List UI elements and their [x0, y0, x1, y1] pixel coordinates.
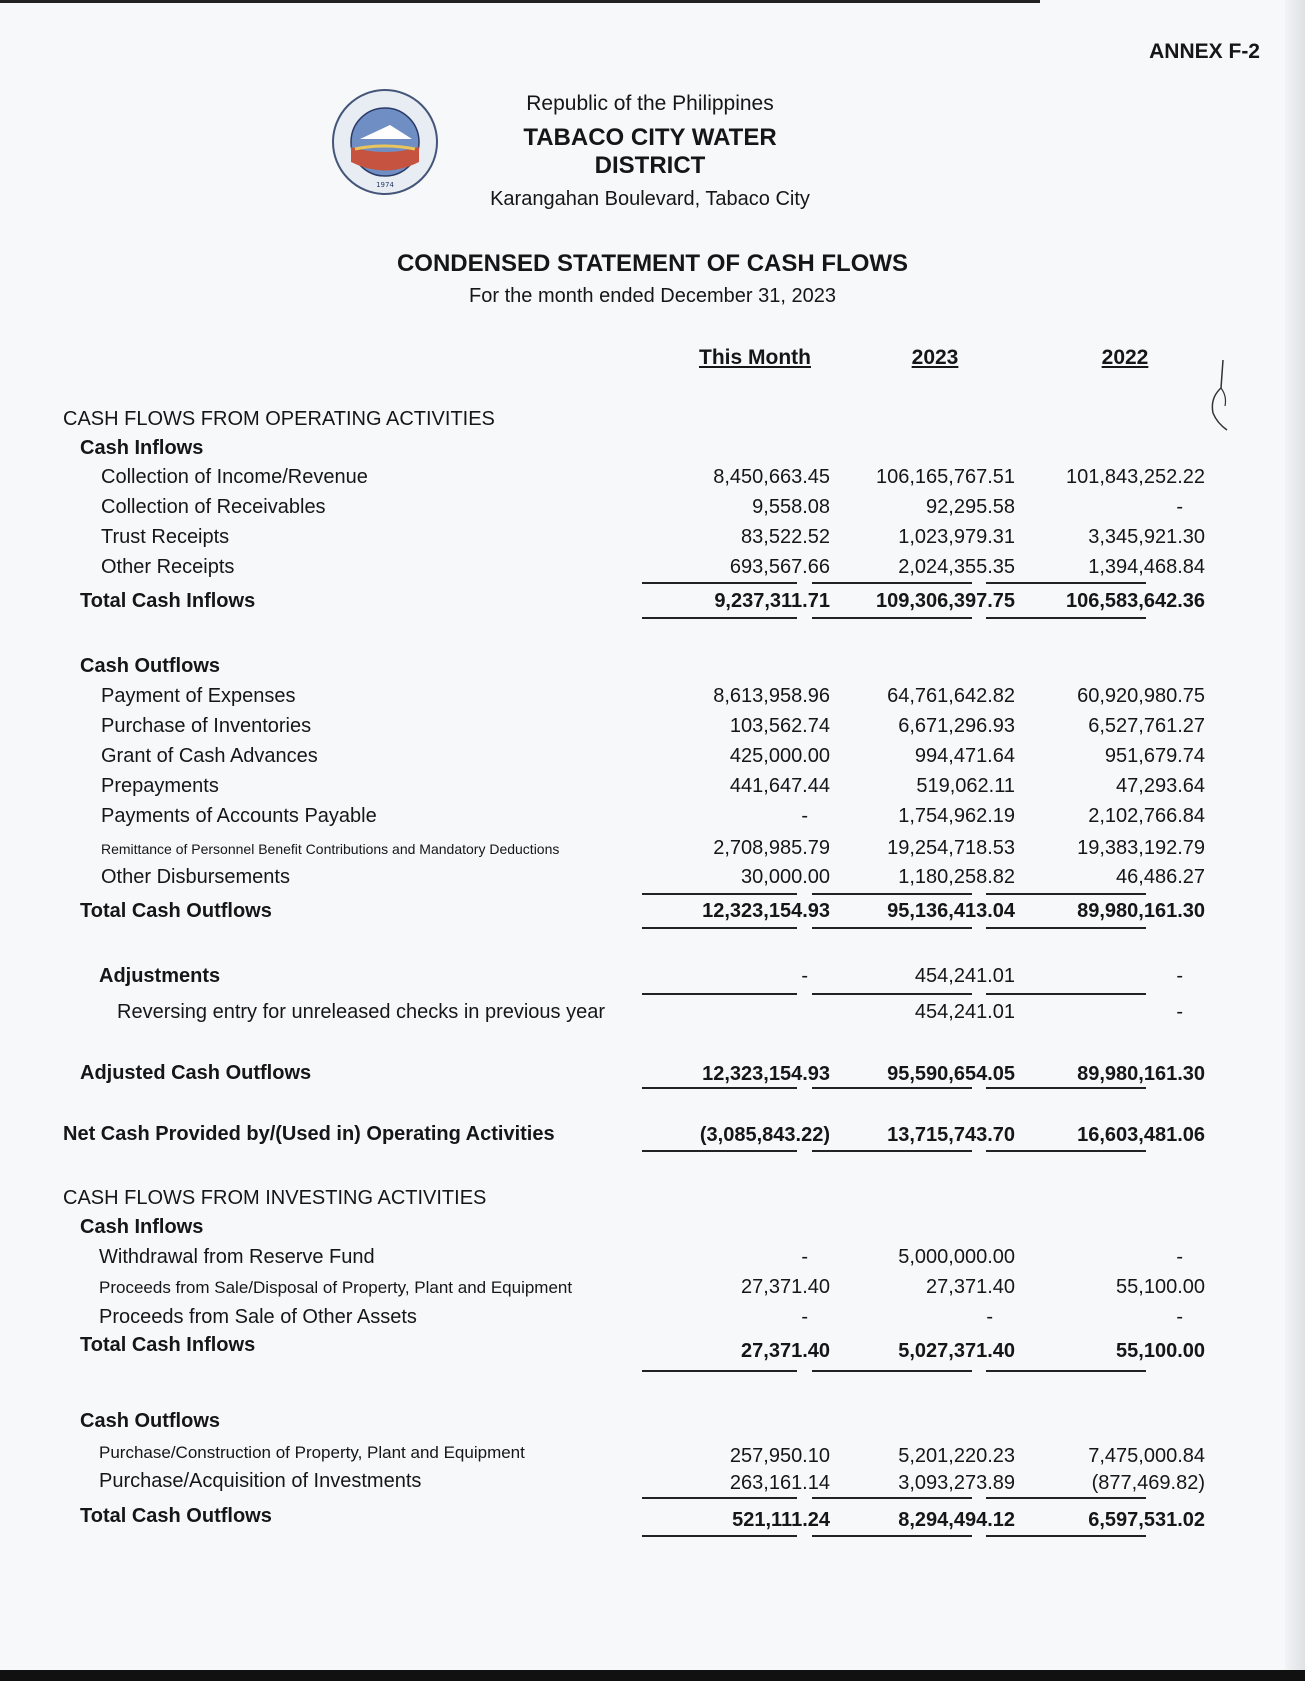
operating-outflow-label: Grant of Cash Advances	[101, 745, 318, 767]
investing-inflow-value-col1: -	[801, 1246, 808, 1268]
operating-outflows-total-rule-col3	[986, 927, 1146, 929]
operating-total-outflows-value-col1: 12,323,154.93	[702, 900, 830, 922]
adjusted-cash-outflows-value-col3: 89,980,161.30	[1077, 1063, 1205, 1085]
adjusted-outflows-rule-col3	[986, 1087, 1146, 1089]
operating-inflows-heading: Cash Inflows	[80, 437, 204, 459]
reversing-entry-value-col2: 454,241.01	[914, 1001, 1015, 1023]
operating-outflows-total-rule-col2	[812, 927, 972, 929]
operating-outflow-value-col3: 19,383,192.79	[1077, 837, 1205, 859]
investing-outflow-value-col2: 3,093,273.89	[898, 1472, 1015, 1494]
seal-year: 1974	[376, 181, 394, 189]
adjusted-cash-outflows-label: Adjusted Cash Outflows	[80, 1062, 312, 1084]
investing-inflow-value-col2: 27,371.40	[926, 1276, 1015, 1298]
net-cash-operating-rule-col1	[642, 1150, 797, 1152]
country-name: Republic of the Philippines	[526, 92, 774, 115]
operating-outflow-label: Payment of Expenses	[101, 685, 296, 707]
investing-inflows-total-rule-col2	[812, 1370, 972, 1372]
adjustments-label: Adjustments	[99, 965, 221, 987]
statement-title: CONDENSED STATEMENT OF CASH FLOWS	[396, 250, 909, 277]
investing-total-inflows-value-col2: 5,027,371.40	[898, 1340, 1015, 1362]
operating-total-inflows-label: Total Cash Inflows	[80, 590, 256, 612]
operating-inflow-value-col2: 2,024,355.35	[898, 556, 1015, 578]
operating-total-inflows-value-col1: 9,237,311.71	[714, 590, 830, 612]
operating-outflow-label: Prepayments	[101, 775, 219, 797]
investing-outflow-value-col3: 7,475,000.84	[1088, 1445, 1205, 1467]
operating-outflow-label: Payments of Accounts Payable	[101, 805, 377, 827]
operating-total-outflows-value-col3: 89,980,161.30	[1077, 900, 1205, 922]
investing-inflow-label: Proceeds from Sale/Disposal of Property, Plant and Equipment	[99, 1278, 573, 1297]
investing-inflows-total-rule-col3	[986, 1370, 1146, 1372]
operating-outflows-heading: Cash Outflows	[80, 655, 221, 677]
column-header-2023: 2023	[911, 346, 959, 369]
handwritten-checkmark-icon	[1205, 358, 1235, 438]
operating-outflow-value-col2: 19,254,718.53	[887, 837, 1015, 859]
operating-inflow-value-col3: 1,394,468.84	[1088, 556, 1205, 578]
operating-inflow-value-col1: 8,450,663.45	[713, 466, 830, 488]
operating-outflow-value-col1: 425,000.00	[729, 745, 830, 767]
operating-outflow-value-col1: 30,000.00	[741, 866, 830, 888]
net-cash-operating-value-col2: 13,715,743.70	[887, 1124, 1015, 1146]
scan-border-bottom	[0, 1670, 1305, 1681]
operating-inflows-subtotal-rule-col3	[986, 582, 1146, 584]
operating-outflow-value-col2: 1,754,962.19	[898, 805, 1015, 827]
investing-outflows-heading: Cash Outflows	[80, 1410, 221, 1432]
operating-total-inflows-value-col3: 106,583,642.36	[1065, 590, 1205, 612]
adjustments-rule-col3	[986, 993, 1146, 995]
investing-total-outflows-value-col2: 8,294,494.12	[898, 1509, 1015, 1531]
investing-inflow-value-col2: 5,000,000.00	[898, 1246, 1015, 1268]
water-district-seal-icon	[330, 87, 440, 197]
operating-inflows-total-rule-col2	[812, 617, 972, 619]
section-heading-investing: CASH FLOWS FROM INVESTING ACTIVITIES	[63, 1187, 487, 1209]
investing-outflows-subtotal-rule-col1	[642, 1497, 797, 1499]
operating-inflow-value-col2: 106,165,767.51	[875, 466, 1015, 488]
letterhead	[470, 92, 830, 211]
operating-inflow-value-col3: 101,843,252.22	[1065, 466, 1205, 488]
investing-inflow-label: Proceeds from Sale of Other Assets	[99, 1306, 417, 1328]
operating-outflow-value-col2: 6,671,296.93	[898, 715, 1015, 737]
operating-total-outflows-label: Total Cash Outflows	[80, 900, 272, 922]
operating-total-outflows-value-col2: 95,136,413.04	[887, 900, 1015, 922]
operating-outflow-value-col3: 6,527,761.27	[1088, 715, 1205, 737]
operating-inflow-value-col1: 693,567.66	[729, 556, 830, 578]
operating-outflow-value-col1: -	[801, 805, 808, 827]
section-heading-operating: CASH FLOWS FROM OPERATING ACTIVITIES	[63, 408, 495, 430]
investing-total-outflows-label: Total Cash Outflows	[80, 1505, 272, 1527]
adjustments-value-col2: 454,241.01	[914, 965, 1015, 987]
operating-inflow-label: Trust Receipts	[101, 526, 230, 548]
investing-outflows-total-rule-col2	[812, 1535, 972, 1537]
operating-outflow-value-col2: 1,180,258.82	[898, 866, 1015, 888]
investing-outflows-subtotal-rule-col3	[986, 1497, 1146, 1499]
operating-inflow-label: Other Receipts	[101, 556, 235, 578]
operating-outflow-value-col1: 2,708,985.79	[713, 837, 830, 859]
investing-total-outflows-value-col3: 6,597,531.02	[1088, 1509, 1205, 1531]
operating-outflow-value-col3: 951,679.74	[1104, 745, 1205, 767]
net-cash-operating-rule-col2	[812, 1150, 972, 1152]
investing-outflow-label: Purchase/Construction of Property, Plant and Equipment	[99, 1443, 525, 1462]
investing-total-inflows-value-col3: 55,100.00	[1116, 1340, 1205, 1362]
operating-inflow-value-col1: 83,522.52	[741, 526, 830, 548]
reversing-entry-label: Reversing entry for unreleased checks in previous year	[117, 1001, 606, 1023]
statement-period: For the month ended December 31, 2023	[469, 285, 836, 307]
operating-outflows-subtotal-rule-col3	[986, 893, 1146, 895]
operating-outflow-value-col3: 2,102,766.84	[1088, 805, 1205, 827]
operating-outflows-subtotal-rule-col2	[812, 893, 972, 895]
operating-inflow-value-col2: 1,023,979.31	[898, 526, 1015, 548]
investing-inflow-label: Withdrawal from Reserve Fund	[99, 1246, 375, 1268]
adjusted-cash-outflows-value-col1: 12,323,154.93	[702, 1063, 830, 1085]
adjusted-outflows-rule-col2	[812, 1087, 972, 1089]
operating-outflow-value-col1: 8,613,958.96	[713, 685, 830, 707]
operating-inflows-subtotal-rule-col2	[812, 582, 972, 584]
investing-total-inflows-value-col1: 27,371.40	[741, 1340, 830, 1362]
operating-inflows-subtotal-rule-col1	[642, 582, 797, 584]
operating-inflow-value-col3: 3,345,921.30	[1088, 526, 1205, 548]
operating-outflow-value-col3: 46,486.27	[1116, 866, 1205, 888]
scan-border-top	[0, 0, 1040, 3]
operating-outflow-value-col1: 103,562.74	[729, 715, 830, 737]
investing-inflow-value-col3: -	[1176, 1306, 1183, 1328]
adjustments-value-col1: -	[801, 965, 808, 987]
adjusted-outflows-rule-col1	[642, 1087, 797, 1089]
investing-inflow-value-col2: -	[986, 1306, 993, 1328]
net-cash-operating-rule-col3	[986, 1150, 1146, 1152]
operating-outflow-value-col2: 519,062.11	[916, 775, 1015, 797]
investing-outflows-subtotal-rule-col2	[812, 1497, 972, 1499]
operating-inflow-value-col3: -	[1176, 496, 1183, 518]
investing-inflow-value-col1: -	[801, 1306, 808, 1328]
operating-outflow-label: Purchase of Inventories	[101, 715, 312, 737]
investing-inflow-value-col3: 55,100.00	[1116, 1276, 1205, 1298]
adjustments-rule-col1	[642, 993, 797, 995]
operating-inflows-total-rule-col3	[986, 617, 1146, 619]
net-cash-operating-value-col1: (3,085,843.22)	[699, 1124, 830, 1146]
operating-outflow-value-col3: 60,920,980.75	[1077, 685, 1205, 707]
operating-inflow-value-col1: 9,558.08	[752, 496, 830, 518]
operating-outflows-total-rule-col1	[642, 927, 797, 929]
operating-inflow-value-col2: 92,295.58	[926, 496, 1015, 518]
operating-outflow-label: Other Disbursements	[101, 866, 290, 888]
net-cash-operating-value-col3: 16,603,481.06	[1077, 1124, 1205, 1146]
investing-outflows-total-rule-col3	[986, 1535, 1146, 1537]
investing-outflow-value-col1: 263,161.14	[729, 1472, 830, 1494]
adjustments-rule-col2	[812, 993, 972, 995]
investing-inflows-heading: Cash Inflows	[80, 1216, 204, 1238]
investing-inflow-value-col3: -	[1176, 1246, 1183, 1268]
agency-address: Karangahan Boulevard, Tabaco City	[490, 188, 810, 210]
adjusted-cash-outflows-value-col2: 95,590,654.05	[887, 1063, 1015, 1085]
agency-name: TABACO CITY WATER DISTRICT	[523, 124, 777, 179]
operating-inflow-label: Collection of Income/Revenue	[101, 466, 368, 488]
investing-outflow-value-col3: (877,469.82)	[1091, 1472, 1205, 1494]
operating-outflow-label: Remittance of Personnel Benefit Contributions and Mandatory Deductions	[101, 841, 560, 857]
column-header-2022: 2022	[1101, 346, 1149, 369]
reversing-entry-value-col3: -	[1176, 1001, 1183, 1023]
operating-total-inflows-value-col2: 109,306,397.75	[875, 590, 1015, 612]
adjustments-value-col3: -	[1176, 965, 1183, 987]
net-cash-operating-label: Net Cash Provided by/(Used in) Operating Activities	[63, 1123, 555, 1145]
investing-outflows-total-rule-col1	[642, 1535, 797, 1537]
operating-inflows-total-rule-col1	[642, 617, 797, 619]
investing-inflows-total-rule-col1	[642, 1370, 797, 1372]
column-header-this-month: This Month	[699, 346, 811, 369]
investing-outflow-value-col1: 257,950.10	[729, 1445, 830, 1467]
operating-outflow-value-col1: 441,647.44	[729, 775, 830, 797]
operating-outflows-subtotal-rule-col1	[642, 893, 797, 895]
operating-outflow-value-col3: 47,293.64	[1116, 775, 1205, 797]
investing-total-inflows-label: Total Cash Inflows	[80, 1334, 256, 1356]
operating-outflow-value-col2: 64,761,642.82	[887, 685, 1015, 707]
operating-outflow-value-col2: 994,471.64	[914, 745, 1015, 767]
investing-total-outflows-value-col1: 521,111.24	[732, 1509, 830, 1531]
investing-outflow-value-col2: 5,201,220.23	[898, 1445, 1015, 1467]
investing-outflow-label: Purchase/Acquisition of Investments	[99, 1470, 422, 1492]
annex-label: ANNEX F-2	[1149, 40, 1260, 63]
operating-inflow-label: Collection of Receivables	[101, 496, 326, 518]
investing-inflow-value-col1: 27,371.40	[741, 1276, 830, 1298]
